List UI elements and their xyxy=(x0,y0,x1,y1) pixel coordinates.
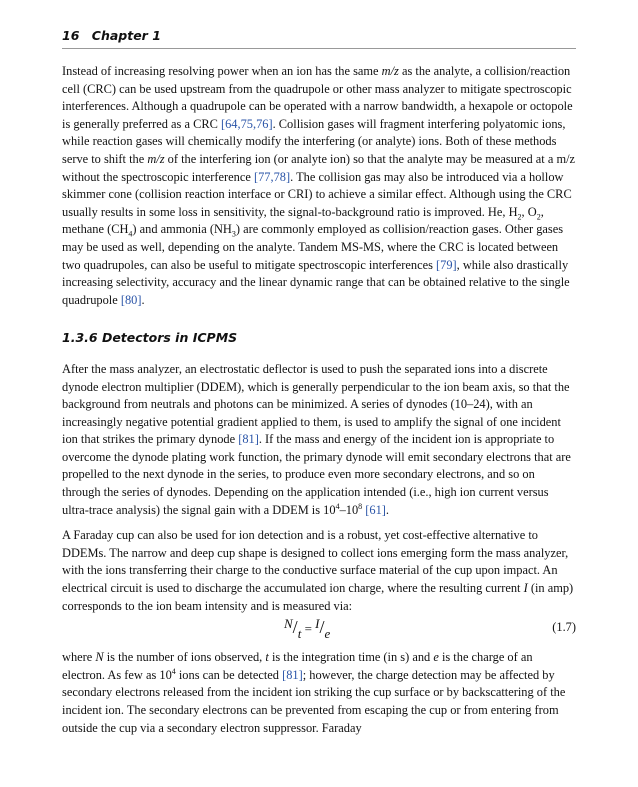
paragraph-faraday: A Faraday cup can also be used for ion detection and is a robust, yet cost-effective alternative to DDEMs. The narrow and deep cup shape is designed to collect ions emerging form the mass analyzer, with the ions transferring their charge to the conductive surface material of the cup upon impact. An electrical circuit is used to discharge the accumulated ion charge, where the resulting current I (in amp) corresponds to the ion beam intensity and is measured via: xyxy=(62,528,574,613)
equation-1-7 xyxy=(62,616,576,647)
citation-link[interactable]: [77,78] xyxy=(253,169,291,184)
equation-number: (1.7) xyxy=(552,620,576,635)
citation-link[interactable]: [80] xyxy=(120,292,142,307)
chapter-label: Chapter 1 xyxy=(91,28,161,43)
paragraph-where: where N is the number of ions observed, t is the integration time (in s) and e is the charge of an electron. As few as $10^4$ ions can be detected [81]; however, the charge detection may be affected by secondary electrons released from the incident ion striking the cup surface or by backscattering of the incident ion. The secondary electrons can be prevented from escaping the cup or from entering from outside the cup via a secondary electron suppressor. Faraday xyxy=(62,650,566,735)
body-text xyxy=(62,63,576,737)
citation-link[interactable]: [81] xyxy=(238,432,259,447)
citation-link[interactable]: [79] xyxy=(436,257,457,272)
page-number: 16 xyxy=(62,28,80,43)
running-header xyxy=(62,28,576,43)
paragraph-ddem: After the mass analyzer, an electrostatic deflector is used to push the separated ions into a discrete dynode electron multiplier (DDEM), which is generally perpendicular to the ion beam axis, so that the background from neutrals and photons can be minimized. A series of dynodes (10–24), with an increasingly negative potential gradient applied to them, is used to amplify the signal of one incident ion that strikes the primary dynode [81]. If the mass and energy of the incident ion is appropriate to overcome the dynode plating work function, the primary dynode will emit secondary electrons that are propelled to the next dynode in the series, to produce even more secondary electrons, and so on through the series of dynodes. Depending on the application intended (i.e., high ion current versus ultra-trace analysis) the signal gain with a DDEM is $10^4-10^8$ [61]. xyxy=(62,361,571,517)
header-rule xyxy=(62,48,576,49)
paragraph-crc: Instead of increasing resolving power when an ion has the same m/z as the analyte, a collision/reaction cell (CRC) can be used upstream from the quadrupole or other mass analyzer to mitigate spectroscopic interferences. Although a quadrupole can be operated with a narrow bandwidth, a hexapole or octopole is generally preferred as a CRC [64,75,76]. Collision gases will fragment interfering polyatomic ions, while reaction gases will chemically modify the interfering (or analyte) ions. Both of these methods serve to shift the m/z of the interfering ion (or analyte ion) so that the analyte may be measured at a m/z without the spectroscopic interference [77,78]. The collision gas may also be introduced via a hollow skimmer cone (collision reaction interface or CRI) to achieve a similar effect. Although using the CRC usually results in some loss in sensitivity, the signal-to-background ratio is improved. He, $H_2$, $O_2$, methane $(CH_4)$ and ammonia $(NH_3)$ are commonly employed as collision/reaction gases. Other gases may be used as well, depending on the analyte. Tandem MS-MS, where the CRC is located between two quadrupoles, can also be useful to mitigate spectroscopic interferences [79], while also drastically increasing selectivity, accuracy and the linear dynamic range that can be obtained relative to the single quadrupole [80]. xyxy=(62,64,576,307)
citation-link[interactable]: [81] xyxy=(282,667,303,682)
citation-link[interactable]: [61] xyxy=(365,502,386,517)
equation-formula: N/t = I/e xyxy=(284,616,331,642)
section-heading: 1.3.6 Detectors in ICPMS xyxy=(62,330,238,346)
citation-link[interactable]: [64,75,76] xyxy=(220,116,273,131)
